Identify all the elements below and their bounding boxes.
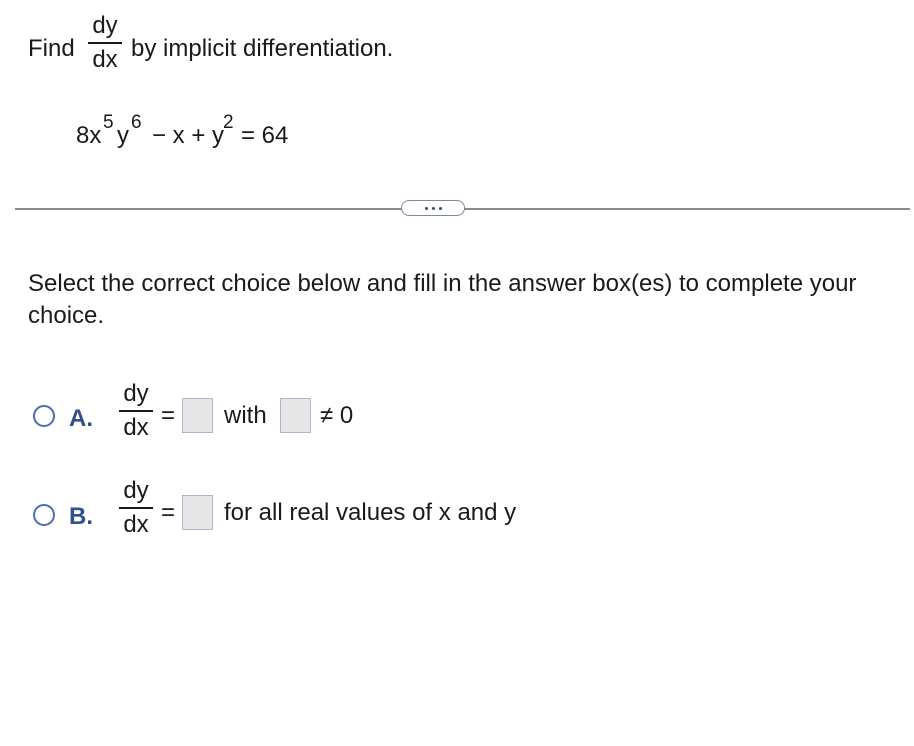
- choice-b-fraction: [119, 479, 153, 537]
- fraction-denominator: dx: [92, 45, 118, 73]
- equals-sign: =: [161, 402, 176, 429]
- fraction-bar: [88, 42, 122, 44]
- not-equal-zero: ≠ 0: [320, 402, 354, 429]
- choice-a-letter: A.: [69, 405, 93, 432]
- choice-b-letter: B.: [69, 503, 93, 530]
- equation: [76, 112, 316, 152]
- equation-exp-x: 5: [103, 112, 114, 133]
- answer-box-b-derivative[interactable]: [182, 495, 213, 530]
- answer-box-a-condition[interactable]: [280, 398, 311, 433]
- equation-exp-y: 6: [131, 112, 142, 133]
- ellipsis-icon: [432, 207, 435, 210]
- equation-rhs: = 64: [241, 122, 289, 149]
- equals-sign: =: [161, 499, 176, 526]
- radio-choice-b[interactable]: [33, 504, 55, 526]
- radio-choice-a[interactable]: [33, 405, 55, 427]
- instructions: Select the correct choice below and fill in the answer box(es) to complete your choice.: [28, 270, 857, 329]
- fraction-numerator: dy: [92, 12, 118, 39]
- fraction-denominator: dx: [123, 510, 149, 538]
- fraction-numerator: dy: [123, 380, 149, 407]
- question-derivative-fraction: [88, 14, 122, 72]
- choice-a-fraction: [119, 382, 153, 440]
- fraction-bar: [119, 410, 153, 412]
- equation-coef: 8x: [76, 122, 102, 149]
- show-more-button[interactable]: [401, 200, 465, 216]
- choice-b[interactable]: [30, 477, 590, 547]
- equation-mid: − x + y: [152, 122, 225, 149]
- equation-y: y: [117, 122, 129, 149]
- ellipsis-icon: [439, 207, 442, 210]
- question-text: by implicit differentiation.: [131, 35, 394, 62]
- with-label: with: [224, 402, 267, 429]
- equation-exp-y2: 2: [223, 112, 234, 133]
- fraction-bar: [119, 507, 153, 509]
- ellipsis-icon: [425, 207, 428, 210]
- fraction-denominator: dx: [123, 413, 149, 441]
- answer-box-a-derivative[interactable]: [182, 398, 213, 433]
- choice-b-suffix: for all real values of x and y: [224, 499, 517, 526]
- choice-a[interactable]: [30, 380, 390, 450]
- find-label: Find: [28, 35, 75, 62]
- fraction-numerator: dy: [123, 477, 149, 504]
